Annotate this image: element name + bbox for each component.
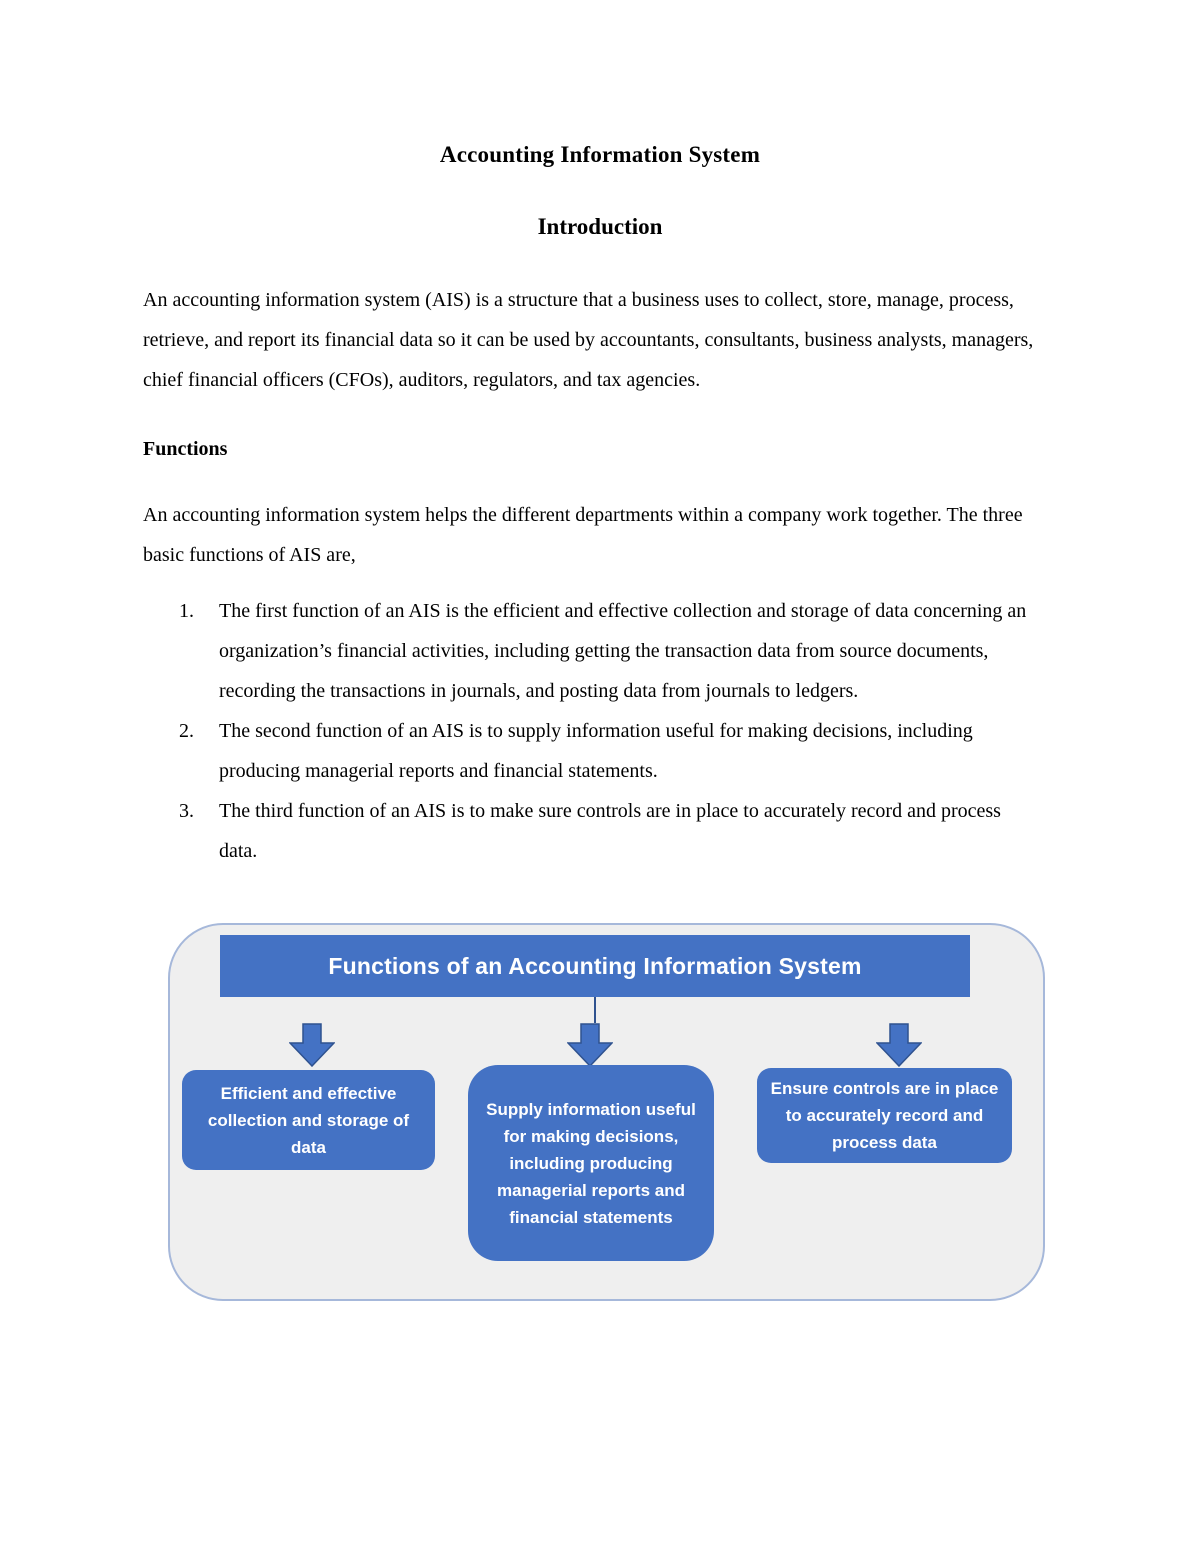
diagram-box-ensure-controls: Ensure controls are in place to accurately record and process data [757,1068,1012,1163]
functions-list [143,591,1057,871]
list-item-text: The second function of an AIS is to supply information useful for making decisions, including producing managerial reports and financial statements. [219,720,973,782]
list-item [143,791,1057,871]
functions-diagram [168,923,1045,1301]
list-item [143,711,1057,791]
diagram-connector-line [594,997,596,1023]
list-item [143,591,1057,711]
list-item-text: The third function of an AIS is to make sure controls are in place to accurately record and process data. [219,800,1001,862]
diagram-box-supply-information: Supply information useful for making decisions, including producing managerial reports and financial statements [468,1065,714,1261]
down-arrow-icon [567,1023,613,1067]
intro-paragraph: An accounting information system (AIS) is a structure that a business uses to collect, store, manage, process, retrieve, and report its financial data so it can be used by accountants, consultants, business analysts, managers, chief financial officers (CFOs), auditors, regulators, and tax agencies. [143,289,1034,391]
list-item-number: 1. [179,600,194,622]
functions-paragraph: An accounting information system helps the different departments within a company work together. The three basic functions of AIS are, [143,504,1023,566]
diagram-box-collection-storage: Efficient and effective collection and storage of data [182,1070,435,1170]
list-item-number: 2. [179,720,194,742]
document-title: Accounting Information System [439,142,761,167]
down-arrow-icon [289,1023,335,1067]
list-item-number: 3. [179,800,194,822]
list-item-text: The first function of an AIS is the efficient and effective collection and storage of data concerning an organization’s financial activities, including getting the transaction data from source documents, recording the transactions in journals, and posting data from journals to ledgers. [219,600,1027,702]
down-arrow-icon [876,1023,922,1067]
diagram-title-bar: Functions of an Accounting Information System [220,935,970,997]
functions-heading: Functions [143,438,228,460]
document-subtitle: Introduction [537,214,663,239]
